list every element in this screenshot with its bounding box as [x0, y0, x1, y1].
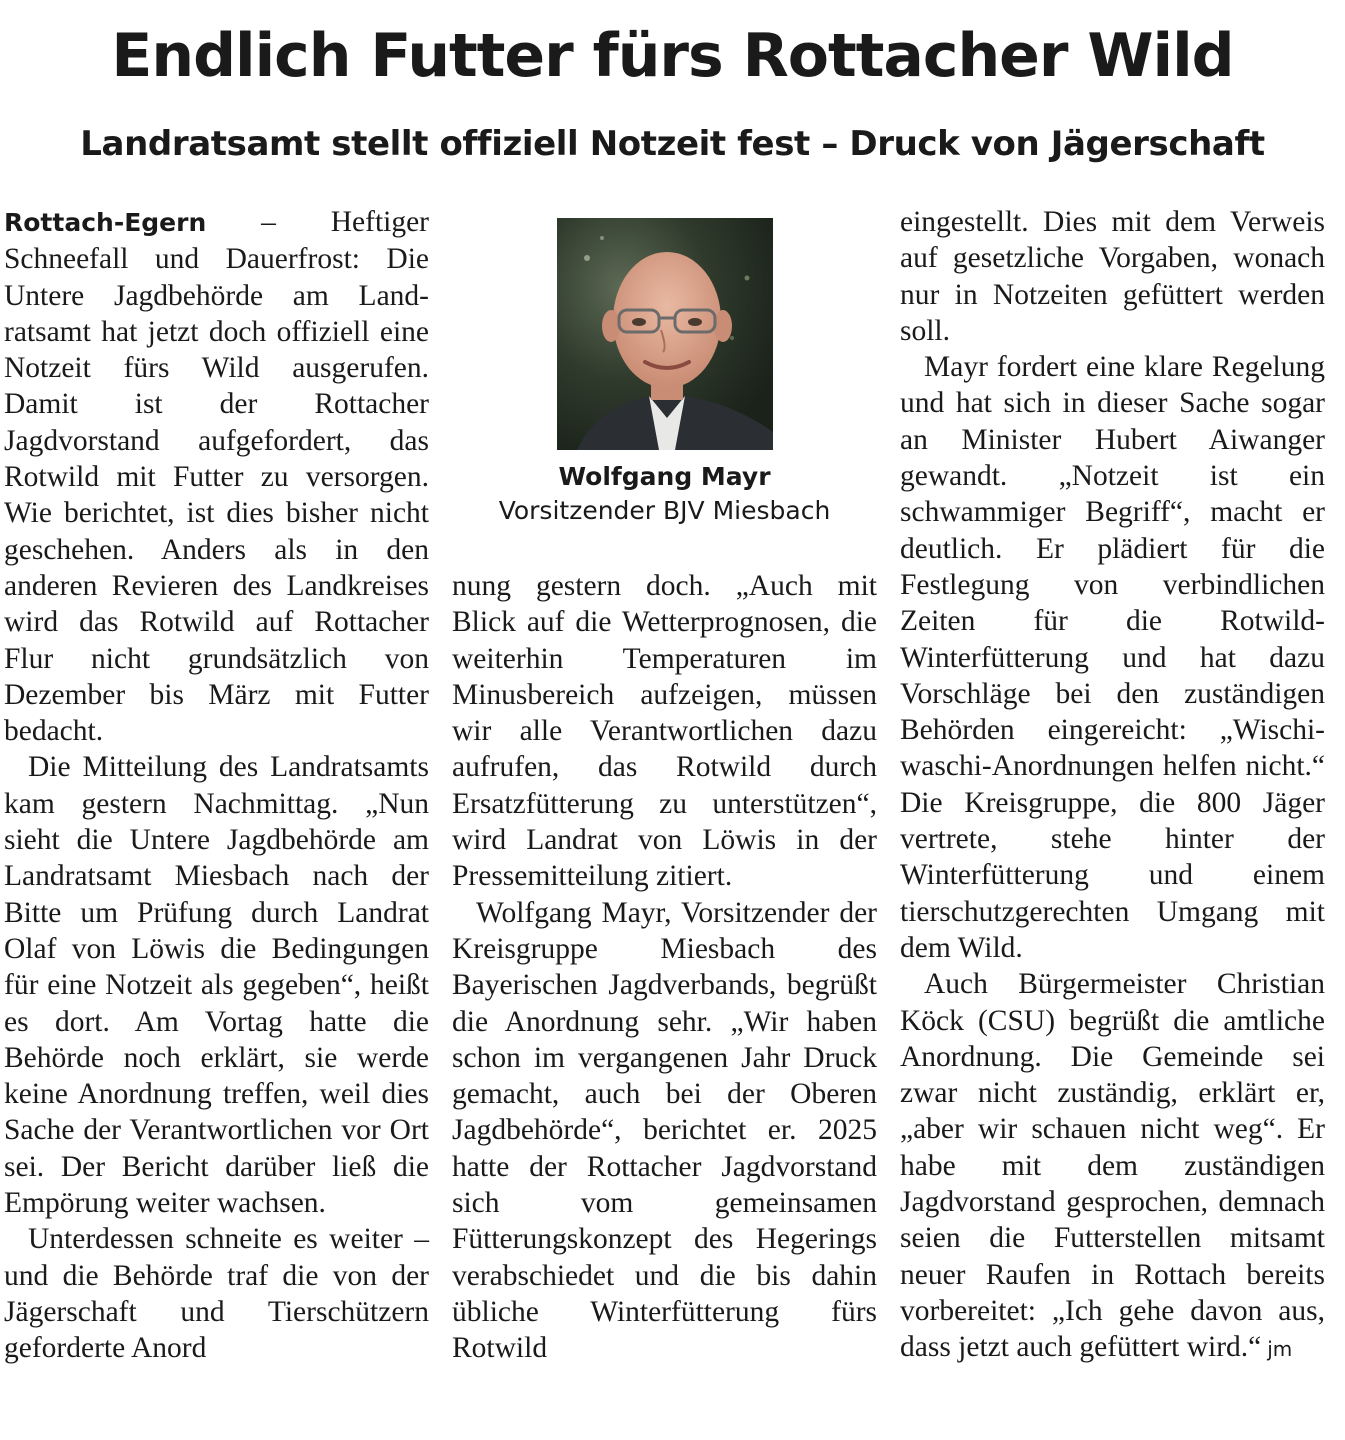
article-paragraph: eingestellt. Dies mit dem Verweis auf gesetzliche Vorgaben, wonach nur in Notzeiten gefüttert werden soll. — [900, 206, 1325, 347]
dateline: Rottach-Egern — [4, 208, 207, 237]
article-column-2 — [452, 568, 877, 1367]
article-paragraph: Unterdessen schneite es weiter – und die Behörde traf die von der Jägerschaft und Tierschützern geforderte Anord — [4, 1223, 429, 1365]
article-paragraph: Wolfgang Mayr, Vorsitzender der Kreisgruppe Miesbach des Bayerischen Jagdverbands, begrüßt die Anordnung sehr. „Wir haben schon im vergangenen Jahr Druck gemacht, auch bei der Oberen Jagdbehörde“, berichtet er. 2025 hatte der Rottacher Jagdvorstand sich vom gemeinsamen Fütterungskonzept des Hegerings verabschiedet und die bis dahin übliche Winterfütterung fürs Rotwild — [452, 896, 877, 1365]
article-column-1 — [4, 204, 429, 1367]
article-paragraph — [4, 204, 429, 749]
article-paragraph: Mayr fordert eine klare Regelung und hat sich in dieser Sache sogar an Minister Hubert Aiwanger gewandt. „Notzeit ist ein schwammiger Begriff“, macht er deutlich. Er plädiert für die Festlegung von verbindlichen Zeiten für die Rotwild-Winterfütterung und hat dazu Vorschläge bei den zuständigen Behörden eingereicht: „Wischiwaschi-Anordnungen helfen nicht.“ Die Kreisgruppe, die 800 Jäger vertrete, stehe hinter der Winterfütterung und einem tierschutzgerechten Umgang mit dem Wild. — [900, 351, 1325, 964]
author-initials: jm — [1267, 1337, 1293, 1362]
article-paragraph: nung gestern doch. „Auch mit Blick auf die Wetterprognosen, die weiterhin Temperaturen im Minusbereich aufzeigen, müssen wir alle Verantwortlichen dazu aufrufen, das Rotwild durch Ersatzfütterung zu unterstützen“, wird Landrat von Löwis in der Pressemitteilung zitiert. — [452, 570, 877, 893]
paragraph-text: Auch Bürgermeister Christian Köck (CSU) begrüßt die amtliche Anordnung. Die Gemeinde sei zwar nicht zuständig, erklärt er, „aber wir schauen nicht weg“. Er habe mit dem zuständigen Jagdvorstand gesprochen, demnach seien die Futterstellen mitsamt neuer Raufen in Rottach bereits vorbereitet: „Ich gehe davon aus, dass jetzt auch gefüttert wird.“ — [900, 968, 1325, 1364]
article-paragraph — [900, 966, 1325, 1367]
article-column-3 — [900, 204, 1325, 1368]
photo-caption-role: Vorsitzender BJV Miesbach — [498, 496, 831, 525]
article-paragraph: Die Mitteilung des Landratsamts kam gestern Nachmittag. „Nun sieht die Untere Jagdbehörde am Landratsamt Miesbach nach der Bitte um Prüfung durch Landrat Olaf von Löwis die Bedingungen für eine Notzeit als gegeben“, heißt es dort. Am Vortag hatte die Behörde noch erklärt, sie werde keine Anordnung treffen, weil dies Sache der Verantwortlichen vor Ort sei. Der Bericht darüber ließ die Empörung weiter wachsen. — [4, 751, 429, 1220]
photo-caption-name: Wolfgang Mayr — [558, 462, 771, 491]
portrait-figure — [452, 218, 877, 528]
paragraph-text: – Heftiger Schneefall und Dauerfrost: Die Untere Jagdbehörde am Landratsamt hat jetzt doch offiziell eine Notzeit fürs Wild ausgerufen. Damit ist der Rottacher Jagdvorstand aufgefordert, das Rotwild mit Futter zu versorgen. Wie berichtet, ist dies bisher nicht geschehen. Anders als in den anderen Revieren des Landkreises wird das Rotwild auf Rottacher Flur nicht grundsätzlich von Dezember bis März mit Futter bedacht. — [4, 206, 429, 748]
article-subheadline: Landratsamt stellt offiziell Notzeit fest – Druck von Jägerschaft — [80, 124, 1265, 164]
article-headline: Endlich Futter fürs Rottacher Wild — [111, 21, 1234, 91]
portrait-photo — [557, 218, 773, 450]
